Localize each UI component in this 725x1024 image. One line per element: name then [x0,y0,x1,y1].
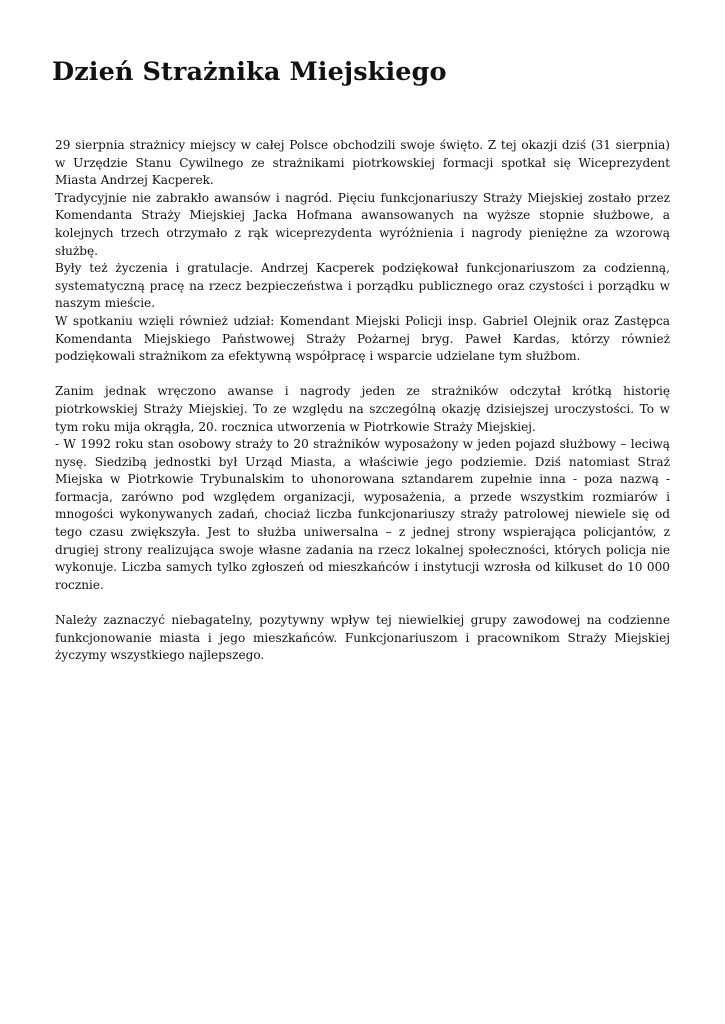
article-title: Dzień Strażnika Miejskiego [52,57,447,87]
paragraph-spacer [55,366,670,384]
article-body [55,137,670,665]
article-paragraph: - W 1992 roku stan osobowy straży to 20 strażników wyposażony w jeden pojazd służbowy – leciwą nysę. Siedzibą jednostki był Urząd Miasta, a właściwie jego podziemie. Dziś natomiast Straż Miejska w Piotrkowie Trybunalskim to uhonorowana sztandarem zupełnie inna - poza nazwą - formacja, zarówno pod względem organizacji, wyposażenia, a przede wszystkim rozmiarów i mnogości wykonywanych zadań, chociaż liczba funkcjonariuszy straży patrolowej niewiele się od tego czasu zwiększyła. Jest to służba uniwersalna – z jednej strony wspierająca policjantów, z drugiej strony realizująca swoje własne zadania na rzecz lokalnej społeczności, których policja nie wykonuje. Liczba samych tylko zgłoszeń od mieszkańców i instytucji wzrosła od kilkuset do 10 000 rocznie. [55,437,670,592]
article-paragraph: Były też życzenia i gratulacje. Andrzej Kacperek podziękował funkcjonariuszom za codzienną, systematyczną pracę na rzecz bezpieczeństwa i porządku publicznego oraz czystości i porządku w naszym mieście. [55,261,670,311]
article-paragraph: Zanim jednak wręczono awanse i nagrody jeden ze strażników odczytał krótką historię piotrkowskiej Straży Miejskiej. To ze względu na szczególną okazję dzisiejszej uroczystości. To w tym roku mija okrągła, 20. rocznica utworzenia w Piotrkowie Straży Miejskiej. [55,384,670,434]
article-paragraph: 29 sierpnia strażnicy miejscy w całej Polsce obchodzili swoje święto. Z tej okazji dziś (31 sierpnia) w Urzędzie Stanu Cywilnego ze strażnikami piotrkowskiej formacji spotkał się Wiceprezydent Miasta Andrzej Kacperek. [55,138,670,188]
article-paragraph: Tradycyjnie nie zabrakło awansów i nagród. Pięciu funkcjonariuszy Straży Miejskiej zostało przez Komendanta Straży Miejskiej Jacka Hofmana awansowanych na wyższe stopnie służbowe, a kolejnych trzech otrzymało z rąk wiceprezydenta wyróżnienia i nagrody pieniężne za wzorową służbę. [55,190,670,258]
article-paragraph: Należy zaznaczyć niebagatelny, pozytywny wpływ tej niewielkiej grupy zawodowej na codzienne funkcjonowanie miasta i jego mieszkańców. Funkcjonariuszom i pracownikom Straży Miejskiej życzymy wszystkiego najlepszego. [55,613,670,663]
paragraph-spacer [55,594,670,612]
article-paragraph: W spotkaniu wzięli również udział: Komendant Miejski Policji insp. Gabriel Olejnik oraz Zastępca Komendanta Miejskiego Państwowej Straży Pożarnej bryg. Paweł Kardas, którzy również podziękowali strażnikom za efektywną współpracę i wsparcie udzielane tym służbom. [55,313,670,364]
